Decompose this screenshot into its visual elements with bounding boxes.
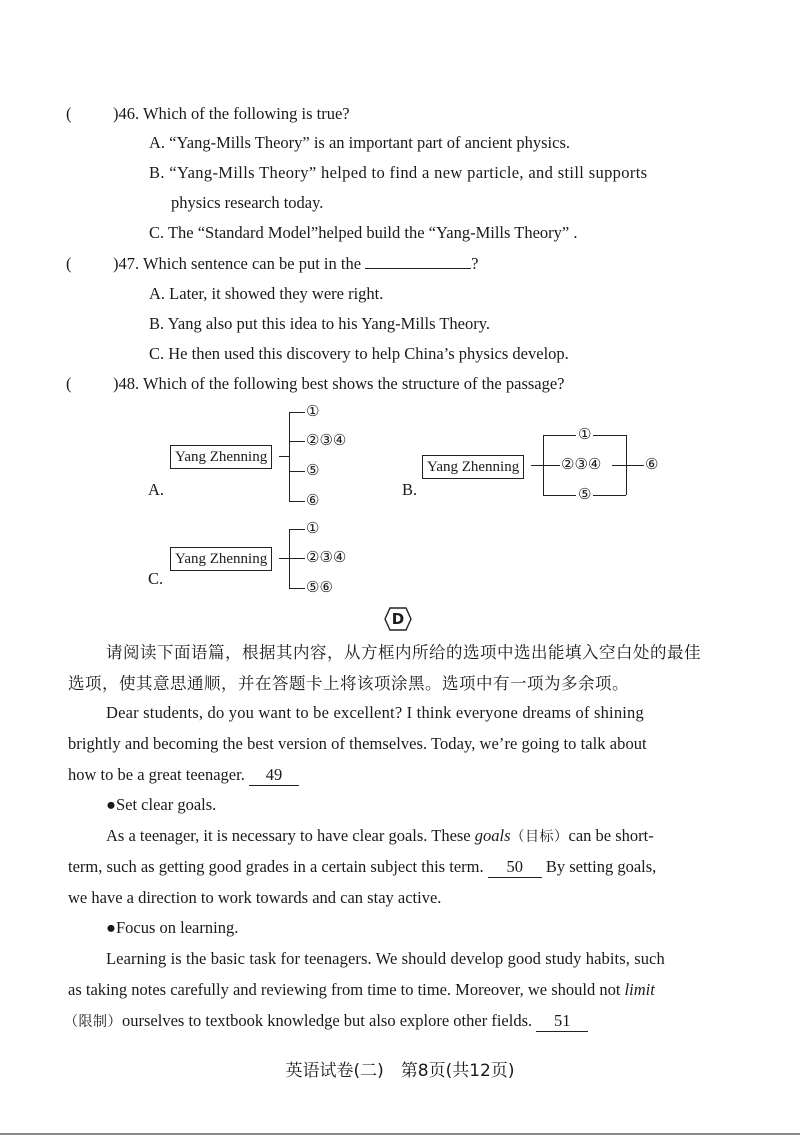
diagram-b-node-3: ⑤ — [578, 487, 592, 503]
diagram-b-node-1: ① — [578, 427, 592, 443]
para-2-line-2 — [68, 857, 656, 878]
question-47-stem-text: )47. Which sentence can be put in the — [113, 254, 362, 273]
instructions-line-2: 选项，使其意思通顺，并在答题卡上将该项涂黑。选项中有一项为多余项。 — [68, 674, 629, 693]
question-47-stem-tail: ? — [471, 254, 479, 273]
q47-option-b: B. Yang also put this idea to his Yang-Mills Theory. — [149, 314, 491, 333]
heading-set-clear-goals: ●Set clear goals. — [106, 795, 217, 814]
q46-option-b-cont: physics research today. — [171, 193, 324, 212]
answer-paren-48: ( — [66, 374, 72, 393]
para-3-line-2-text: as taking notes carefully and reviewing from time to time. Moreover, we should not — [68, 980, 621, 999]
diagram-c-label: C. — [148, 569, 164, 588]
q46-option-b: B. “Yang-Mills Theory” helped to find a new particle, and still supports — [149, 163, 648, 182]
diagram-c-node-1: ① — [306, 521, 320, 537]
q47-blank — [365, 268, 471, 269]
diagram-b-node-2: ②③④ — [561, 457, 602, 473]
answer-paren-46: ( — [66, 104, 72, 123]
blank-49: 49 — [249, 765, 299, 786]
para-3-line-1: Learning is the basic task for teenagers. We should develop good study habits, such — [106, 949, 665, 968]
para-1-line-3-text: how to be a great teenager. — [68, 765, 245, 784]
instructions-line-1: 请阅读下面语篇，根据其内容，从方框内所给的选项中选出能填入空白处的最佳 — [106, 643, 701, 662]
heading-focus-on-learning: ●Focus on learning. — [106, 918, 239, 937]
para-1-line-1: Dear students, do you want to be excellent? I think everyone dreams of shining — [106, 703, 644, 722]
para-3-line-3 — [64, 1011, 588, 1032]
diagram-a-node-1: ① — [306, 404, 320, 420]
diagram-b-root: Yang Zhenning — [422, 455, 524, 479]
diagram-a-root: Yang Zhenning — [170, 445, 272, 469]
section-d-marker — [384, 606, 412, 632]
gloss-limit: （限制） — [64, 1014, 122, 1030]
diagram-a-node-4: ⑥ — [306, 493, 320, 509]
question-46-stem: )46. Which of the following is true? — [113, 104, 350, 123]
q47-option-a: A. Later, it showed they were right. — [149, 284, 384, 303]
diagram-a-label: A. — [148, 480, 165, 499]
diagram-b-node-4: ⑥ — [645, 457, 659, 473]
blank-51: 51 — [536, 1011, 588, 1032]
para-3-line-2 — [68, 980, 655, 1000]
gloss-goals: （目标） — [510, 829, 569, 845]
blank-50: 50 — [488, 857, 542, 878]
diagram-c-root: Yang Zhenning — [170, 547, 272, 571]
para-2-line-2-text: term, such as getting good grades in a certain subject this term. — [68, 857, 484, 876]
para-2-line-1 — [106, 826, 654, 847]
section-d-letter: D — [391, 610, 405, 628]
diagram-c-node-2: ②③④ — [306, 550, 347, 566]
q46-option-c: C. The “Standard Model”helped build the “Yang-Mills Theory” . — [149, 223, 578, 242]
q47-option-c: C. He then used this discovery to help China’s physics develop. — [149, 344, 569, 363]
page-footer: 英语试卷(二) 第8页(共12页) — [285, 1061, 515, 1081]
para-1-line-3 — [68, 765, 299, 786]
para-2-line-1-text: As a teenager, it is necessary to have clear goals. These — [106, 826, 471, 845]
para-2-line-3: we have a direction to work towards and can stay active. — [68, 888, 442, 907]
q46-option-a: A. “Yang-Mills Theory” is an important part of ancient physics. — [149, 133, 570, 152]
para-2-line-1-tail: can be short- — [568, 826, 654, 845]
diagram-a-node-2: ②③④ — [306, 433, 347, 449]
diagram-a-node-3: ⑤ — [306, 463, 320, 479]
answer-paren-47: ( — [66, 254, 72, 273]
question-47-stem — [113, 254, 478, 274]
para-1-line-2: brightly and becoming the best version of themselves. Today, we’re going to talk about — [68, 734, 647, 753]
question-48-stem: )48. Which of the following best shows the structure of the passage? — [113, 374, 565, 393]
word-goals: goals — [474, 826, 511, 845]
diagram-b-label: B. — [402, 480, 418, 499]
word-limit: limit — [624, 980, 655, 999]
bottom-rule — [0, 1133, 800, 1135]
diagram-c-node-3: ⑤⑥ — [306, 580, 333, 596]
para-2-line-2-tail: By setting goals, — [545, 857, 657, 876]
para-3-line-3-text: ourselves to textbook knowledge but also explore other fields. — [122, 1011, 533, 1030]
